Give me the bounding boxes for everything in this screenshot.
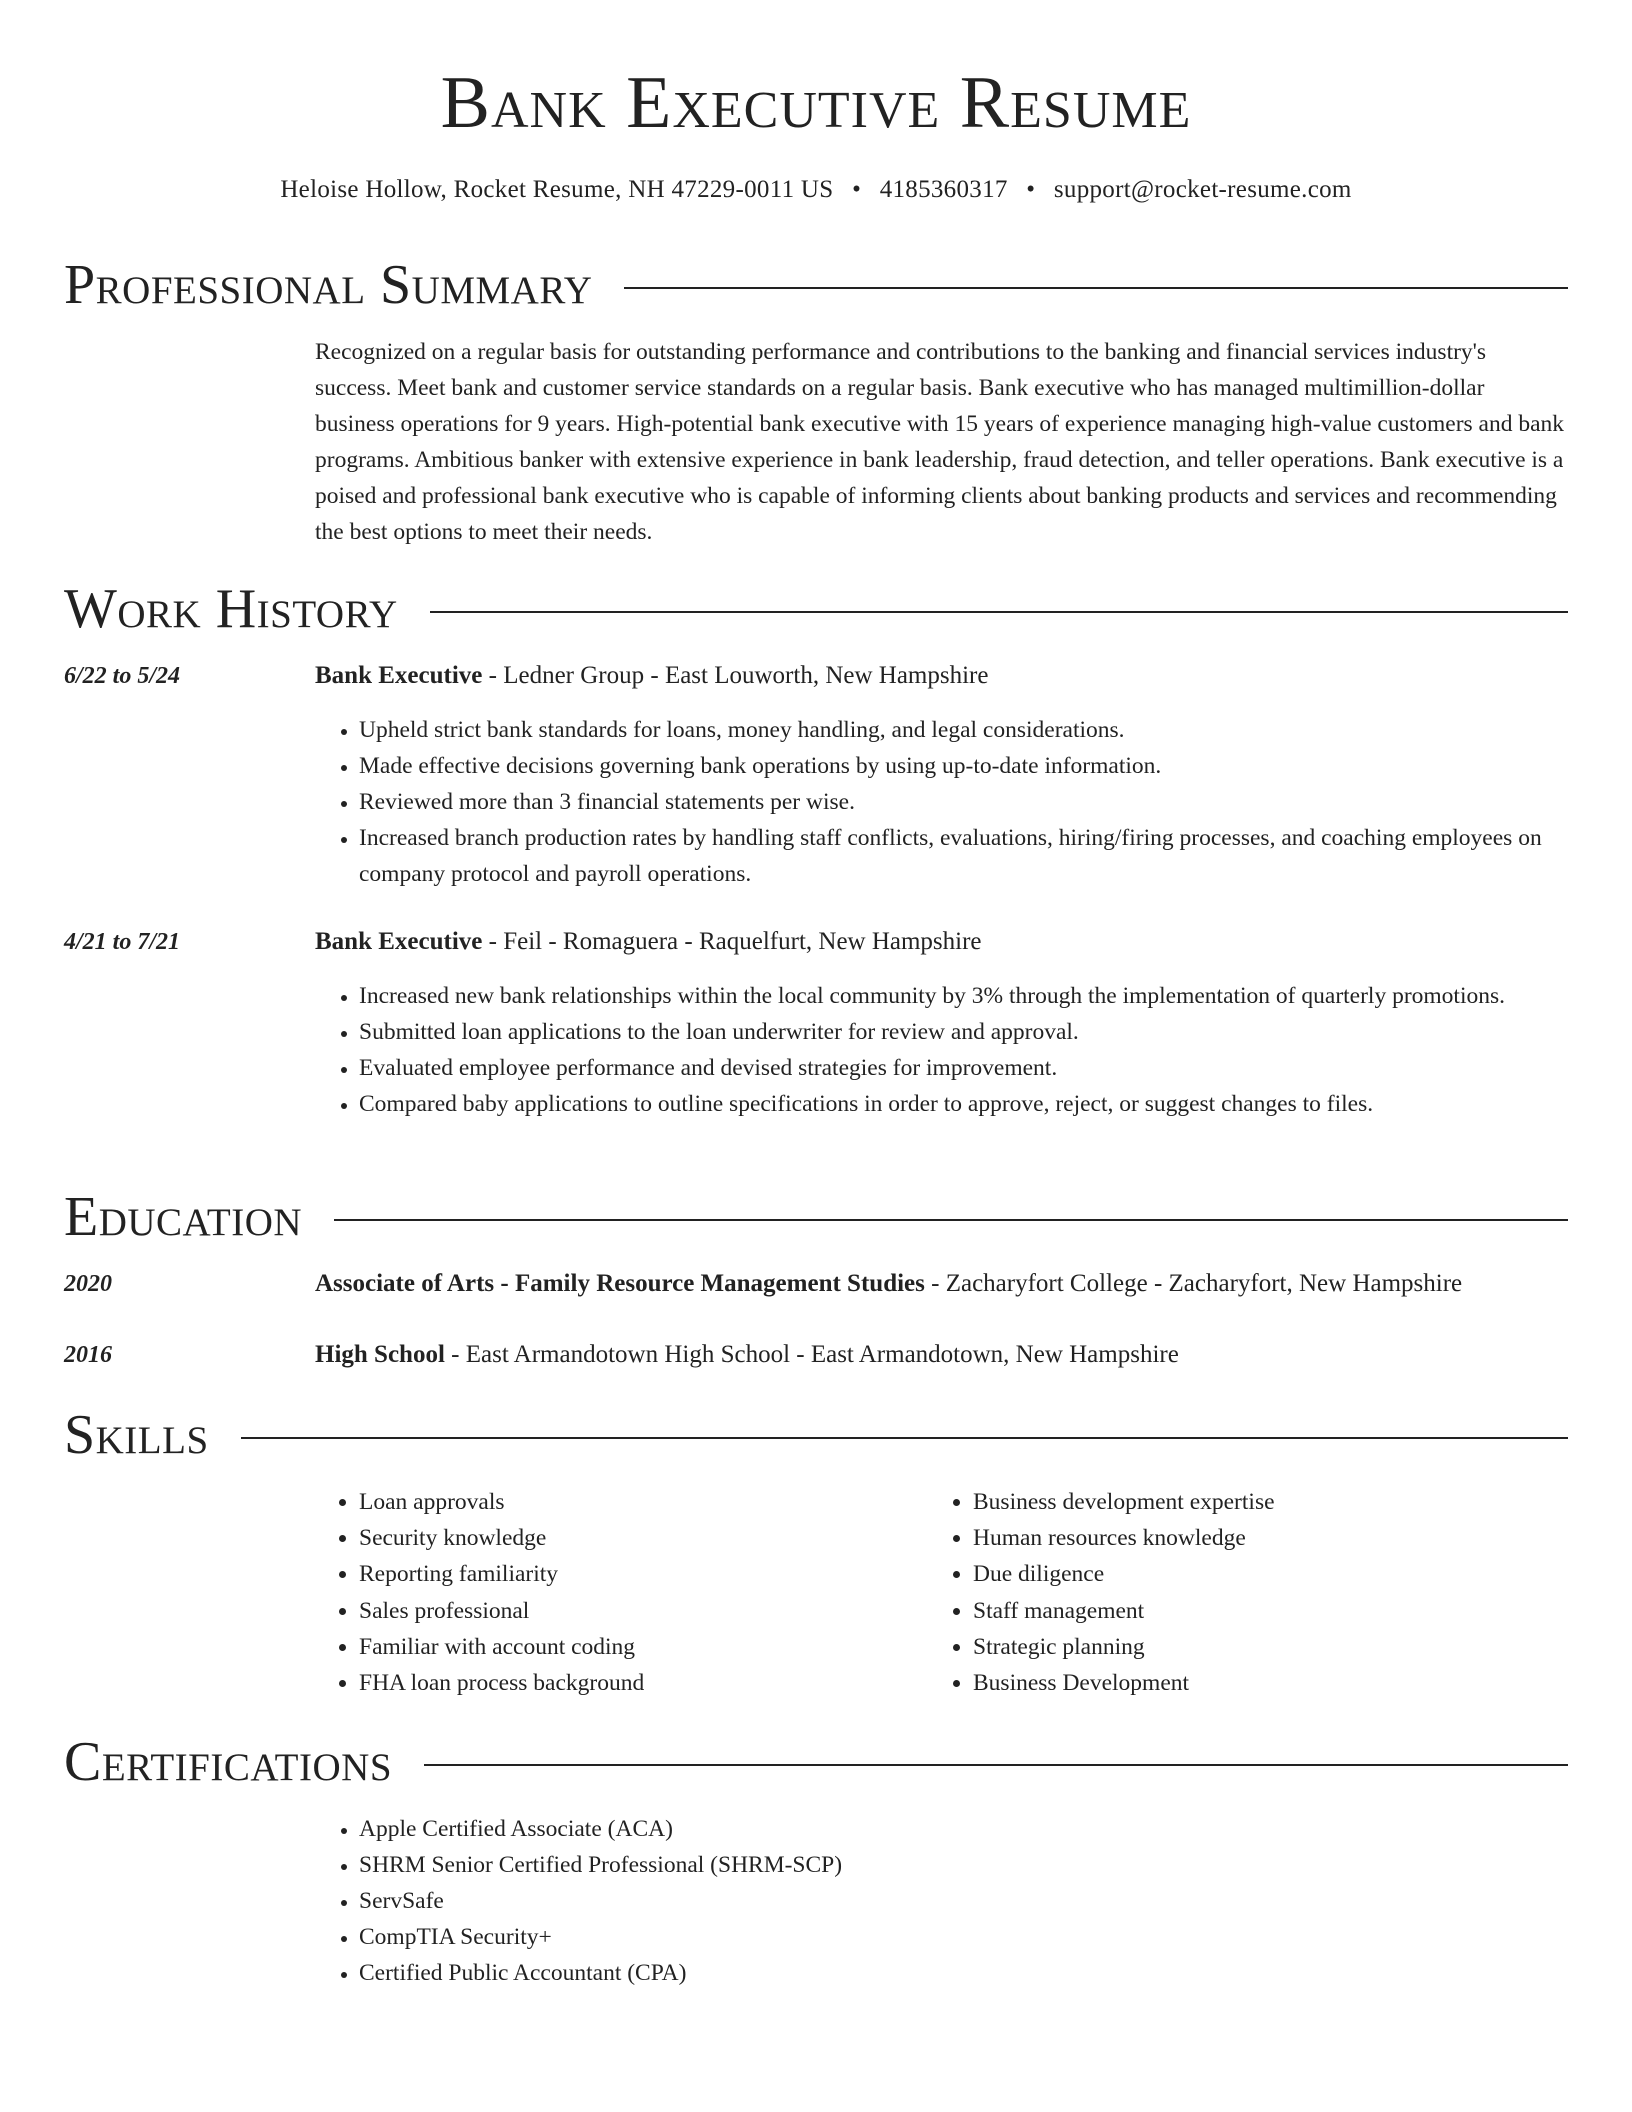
work-section-header [64, 576, 1568, 642]
job-employer: - Ledner Group - East Louworth, New Hampshire [482, 662, 989, 689]
job-bullet: • Compared baby applications to outline specifications in order to approve, reject, or suggest changes to files. [359, 1086, 1579, 1122]
skill-item: • Reporting familiarity [359, 1556, 919, 1592]
contact-separator: • [852, 176, 862, 203]
section-divider [424, 1764, 1568, 1766]
job-bullets [315, 712, 1579, 892]
contact-address: Heloise Hollow, Rocket Resume, NH 47229-0011 US [280, 176, 834, 203]
skill-item: • Sales professional [359, 1593, 919, 1629]
contact-line [0, 172, 1632, 208]
certification-item: • CompTIA Security+ [359, 1919, 1579, 1955]
work-section-title: Work History [64, 578, 398, 640]
skill-item: • Loan approvals [359, 1484, 919, 1520]
job-dates: 4/21 to 7/21 [64, 929, 181, 955]
education-year: 2020 [64, 1271, 112, 1297]
skill-item: • Due diligence [973, 1556, 1573, 1592]
section-divider [334, 1219, 1568, 1221]
certifications-list [315, 1811, 1579, 1991]
contact-phone: 4185360317 [879, 176, 1008, 203]
skills-list-left [315, 1484, 919, 1701]
education-entry [315, 1337, 1179, 1373]
education-section-header [64, 1184, 1568, 1250]
job-employer: - Feil - Romaguera - Raquelfurt, New Hampshire [482, 928, 982, 955]
skill-item: • Business development expertise [973, 1484, 1573, 1520]
education-entry [315, 1266, 1462, 1302]
summary-section-title: Professional Summary [64, 254, 593, 316]
job-title: Bank Executive [315, 928, 483, 955]
skill-item: • Human resources knowledge [973, 1520, 1573, 1556]
job-heading [315, 658, 988, 694]
job-bullet: • Submitted loan applications to the loan underwriter for review and approval. [359, 1014, 1579, 1050]
section-divider [430, 611, 1568, 613]
skills-section-header [64, 1402, 1568, 1468]
summary-block [315, 334, 1568, 550]
job-bullet: • Increased branch production rates by handling staff conflicts, evaluations, hiring/firing processes, and coaching employees on company protocol and payroll operations. [359, 820, 1579, 892]
skills-section-title: Skills [64, 1404, 209, 1466]
summary-section-header [64, 252, 1568, 318]
job-bullet: • Upheld strict bank standards for loans, money handling, and legal considerations. [359, 712, 1579, 748]
education-year: 2016 [64, 1342, 112, 1368]
skill-item: • Familiar with account coding [359, 1629, 919, 1665]
summary-text: Recognized on a regular basis for outstanding performance and contributions to the banking and financial services industry's success. Meet bank and customer service standards on a regular basis. Bank executive who has managed multimillion-dollar business operations for 9 years. High-potential bank executive with 15 years of experience managing high-value customers and bank programs. Ambitious banker with extensive experience in bank leadership, fraud detection, and teller operations. Bank executive is a poised and professional bank executive who is capable of informing clients about banking products and services and recommending the best options to meet their needs. [315, 339, 1565, 545]
education-degree: Associate of Arts - Family Resource Management Studies [315, 1270, 925, 1297]
skill-item: • Business Development [973, 1665, 1573, 1701]
education-degree: High School [315, 1341, 445, 1368]
education-section-title: Education [64, 1186, 303, 1248]
skill-item: • FHA loan process background [359, 1665, 919, 1701]
job-bullet: • Made effective decisions governing bank operations by using up-to-date information. [359, 748, 1579, 784]
job-title: Bank Executive [315, 662, 483, 689]
resume-title: Bank Executive Resume [440, 62, 1192, 144]
certification-item: • Certified Public Accountant (CPA) [359, 1955, 1579, 1991]
certification-item: • ServSafe [359, 1883, 1579, 1919]
certification-item: • SHRM Senior Certified Professional (SHRM-SCP) [359, 1847, 1579, 1883]
certifications-section-title: Certifications [64, 1731, 393, 1793]
section-divider [241, 1437, 1568, 1439]
skill-item: • Strategic planning [973, 1629, 1573, 1665]
job-bullet: • Evaluated employee performance and devised strategies for improvement. [359, 1050, 1579, 1086]
contact-email: support@rocket-resume.com [1053, 176, 1352, 203]
contact-separator: • [1026, 176, 1036, 203]
job-bullet: • Reviewed more than 3 financial statements per wise. [359, 784, 1579, 820]
education-school: - East Armandotown High School - East Armandotown, New Hampshire [444, 1341, 1179, 1368]
job-bullet: • Increased new bank relationships within the local community by 3% through the implementation of quarterly promotions. [359, 978, 1579, 1014]
job-heading [315, 924, 982, 960]
certification-item: • Apple Certified Associate (ACA) [359, 1811, 1579, 1847]
skill-item: • Security knowledge [359, 1520, 919, 1556]
section-divider [624, 287, 1568, 289]
education-school: - Zacharyfort College - Zacharyfort, New Hampshire [924, 1270, 1463, 1297]
certifications-section-header [64, 1729, 1568, 1795]
skill-item: • Staff management [973, 1593, 1573, 1629]
skills-list-right [929, 1484, 1573, 1701]
job-dates: 6/22 to 5/24 [64, 663, 181, 689]
job-bullets [315, 978, 1579, 1122]
